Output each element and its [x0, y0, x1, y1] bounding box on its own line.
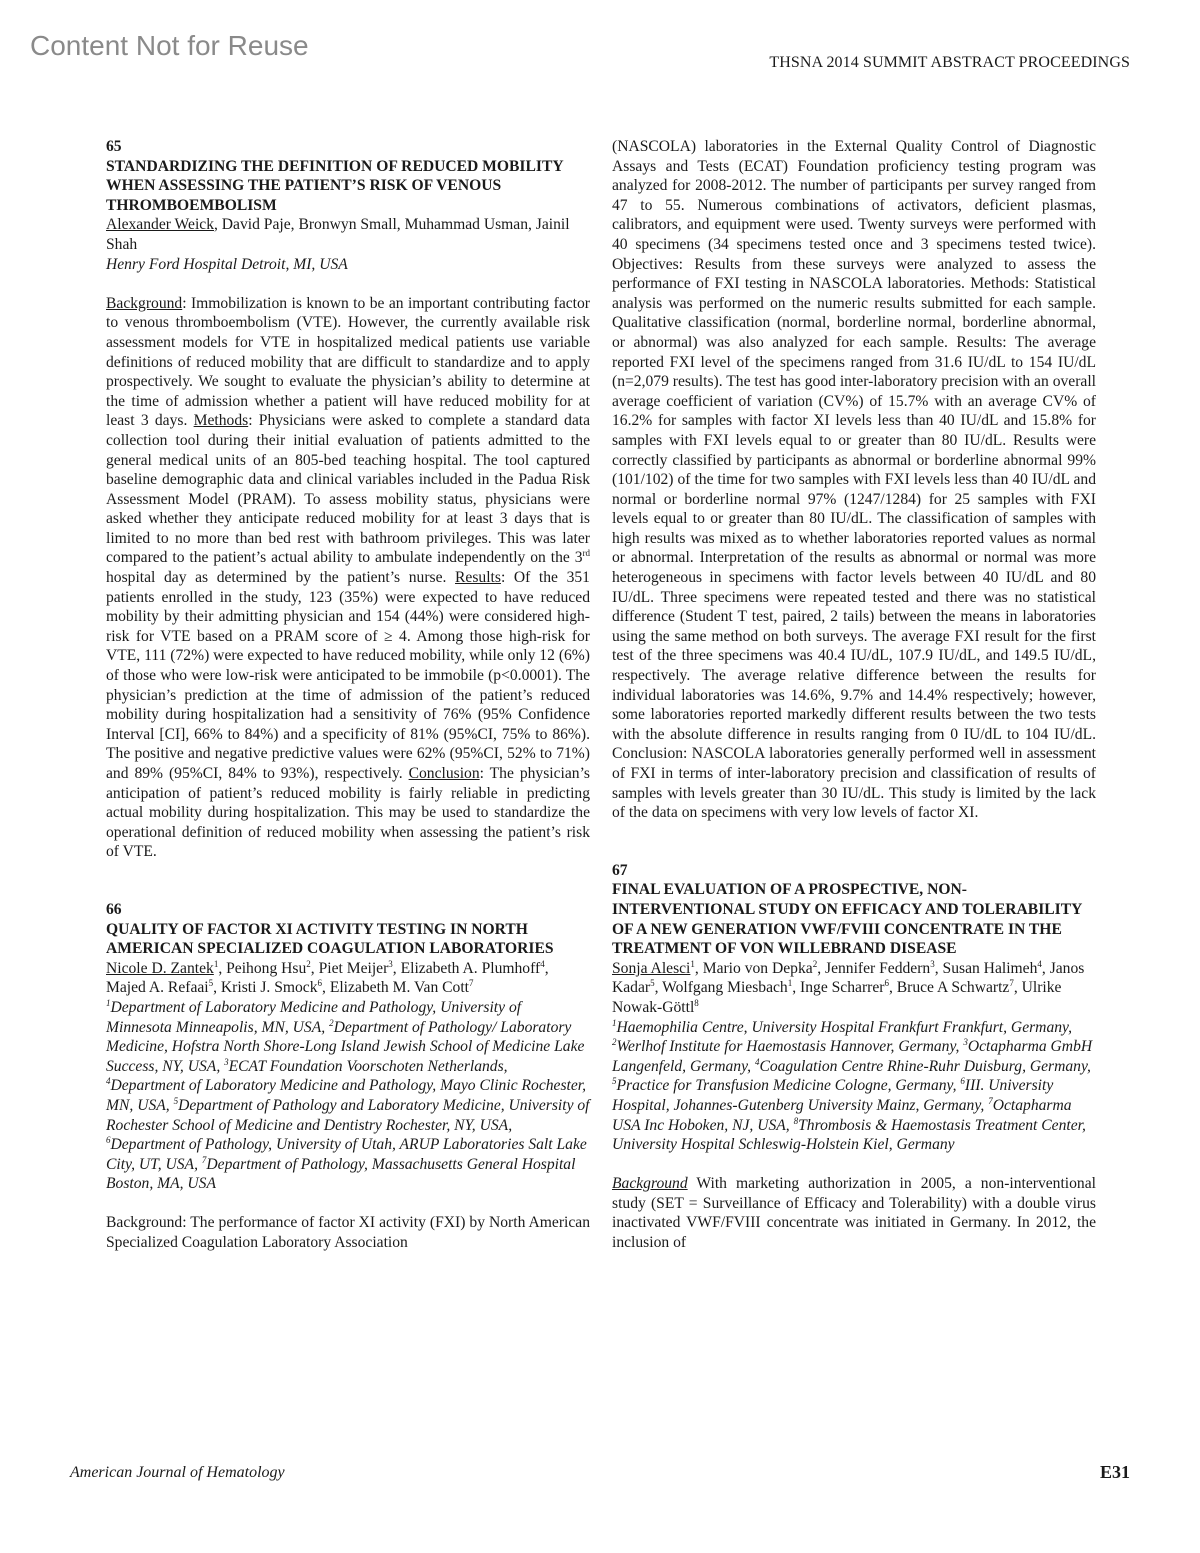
affil-text: ECAT Foundation Voorschoten Netherlands, — [228, 1057, 508, 1075]
background-text: With marketing authorization in 2005, a non-interventional study (SET = Surveillance of Efficacy and Tolerability) with a double virus inactivated VWF/FVIII concentrate was initiated in Germany. In 2012, the inclusion of — [612, 1175, 1096, 1252]
section-label-results: Results — [455, 569, 501, 587]
abstract-title: QUALITY OF FACTOR XI ACTIVITY TESTING IN NORTH AMERICAN SPECIALIZED COAGULATION LABORATORIES — [106, 920, 554, 958]
affil-text: Octapharma GmbH Langenfeld, Germany, — [612, 1038, 1093, 1075]
author-sup: 6 — [317, 978, 323, 989]
author-name: , Jennifer Feddern — [817, 959, 931, 977]
affil-sup: 1 — [612, 1017, 617, 1028]
author-name: , Elizabeth M. Van Cott — [322, 979, 469, 997]
affil-sup: 2 — [329, 1017, 334, 1028]
author-name: , Piet Meijer — [310, 959, 389, 977]
author-name: , Ulrike Nowak-Göttl — [612, 979, 1062, 1016]
abstract-number: 66 — [106, 900, 122, 918]
affil-sup: 6 — [960, 1076, 965, 1087]
affil-sup: 3 — [224, 1056, 229, 1067]
running-head: THSNA 2014 SUMMIT ABSTRACT PROCEEDINGS — [769, 54, 1130, 71]
section-label-methods: Methods — [193, 412, 249, 430]
author-name: , Bruce A Schwartz — [888, 979, 1010, 997]
affil-text: Coagulation Centre Rhine-Ruhr Duisburg, Germany, — [759, 1057, 1091, 1075]
affil-text: Werlhof Institute for Haemostasis Hannover, Germany, — [616, 1038, 964, 1056]
author-sup: 7 — [469, 978, 474, 989]
affil-text: Department of Laboratory Medicine and Pathology, University of Minnesota Minneapolis, MN, USA, — [106, 998, 522, 1036]
abstract-title: STANDARDIZING THE DEFINITION OF REDUCED MOBILITY WHEN ASSESSING THE PATIENT’S RISK OF VENOUS THROMBOEMBOLISM — [106, 157, 564, 214]
affil-sup: 7 — [988, 1095, 993, 1106]
abstract-65 — [106, 137, 590, 862]
abstract-number: 65 — [106, 138, 122, 155]
affil-text: III. University Hospital, Johannes-Gutenberg University Mainz, Germany, — [612, 1077, 1054, 1114]
section-label-conclusion: Conclusion — [408, 765, 480, 782]
methods-text: : Physicians were asked to complete a standard data collection tool during their initial evaluation of patients admitted to the general medical units of an 805-bed teaching hospital. The tool captured baseline demographic data and clinical variables included in the Padua Risk Assessment Model (PRAM). To assess mobility status, physicians were asked whether they anticipate reduced mobility for at least 3 days that is limited to no more than bed rest with bathroom privileges. This was later compared to the patient’s actual ability to ambulate independently on the 3 — [106, 412, 591, 567]
author-sup: 2 — [812, 958, 818, 969]
footer-journal-name: American Journal of Hematology — [70, 1464, 285, 1481]
presenting-author: Sonja Alesci — [612, 959, 691, 977]
author-name: , Susan Halimeh — [934, 959, 1038, 977]
author-name: , Janos Kadar — [612, 959, 1085, 997]
author-sup: 6 — [884, 978, 889, 989]
affil-sup: 1 — [106, 997, 111, 1008]
affil-text: Practice for Transfusion Medicine Cologne, Germany, — [616, 1077, 961, 1095]
co-authors: , David Paje, Bronwyn Small, Muhammad Usman, Jainil Shah — [106, 216, 570, 253]
author-sup: 3 — [930, 958, 935, 969]
conclusion-text: : The physician’s anticipation of patient’s reduced mobility is fairly reliable in predicting actual mobility during hospitalization. This may be used to standardize the operational definition of reduced mobility when assessing the patient’s risk of VTE. — [106, 765, 590, 861]
affil-sup: 6 — [106, 1134, 111, 1145]
author-name: , Mario von Depka — [694, 959, 813, 977]
author-name: , Majed A. Refaai — [106, 959, 549, 997]
author-name: , Inge Scharrer — [792, 979, 885, 997]
affil-sup: 3 — [963, 1036, 968, 1047]
affil-text: Department of Pathology, Massachusetts General Hospital Boston, MA, USA — [106, 1155, 576, 1193]
section-gap — [612, 823, 1096, 861]
author-sup: 2 — [306, 958, 311, 969]
watermark: Content Not for Reuse — [30, 30, 309, 61]
affil-sup: 8 — [793, 1115, 799, 1126]
section-label-background: Background — [106, 294, 183, 312]
author-sup: 3 — [388, 958, 393, 969]
left-column — [106, 137, 590, 1253]
abstract-body-start: Background: The performance of factor XI activity (FXI) by North American Specialized Coagulation Laboratory Association — [106, 1214, 590, 1252]
section-gap — [106, 862, 590, 900]
affil-text: Octapharma USA Inc Hoboken, NJ, USA, — [612, 1096, 1072, 1134]
affil-sup: 4 — [754, 1056, 760, 1067]
affil-text: Department of Pathology and Laboratory Medicine, University of Rochester School of Medicine and Dentistry Rochester, NY, USA, — [106, 1096, 590, 1134]
author-list — [106, 959, 590, 998]
affil-text: Department of Pathology, University of Utah, ARUP Laboratories Salt Lake City, UT, USA, — [106, 1136, 587, 1173]
abstract-66-continued — [612, 137, 1096, 823]
affil-sup: 5 — [612, 1076, 617, 1087]
affil-sup: 4 — [106, 1076, 111, 1087]
background-text: : Immobilization is known to be an important contributing factor to venous thromboembolism (VTE). However, the currently available risk assessment models for VTE in hospitalized medical patients use variable definitions of reduced mobility that are difficult to standardize and to apply prospectively. We sought to evaluate the physician’s ability to determine at the time of admission whether a patient will have reduced mobility for at least 3 days. — [106, 294, 590, 430]
author-sup: 5 — [650, 978, 655, 989]
section-label-background: Background — [612, 1175, 688, 1193]
abstract-number: 67 — [612, 861, 628, 879]
right-column — [612, 137, 1096, 1253]
affiliation-list — [612, 1018, 1096, 1155]
author-sup: 8 — [694, 997, 699, 1008]
abstract-67 — [612, 861, 1096, 1253]
author-name: , Wolfgang Miesbach — [654, 979, 788, 997]
affiliation-list — [106, 998, 590, 1194]
affil-sup: 7 — [201, 1154, 207, 1165]
author-sup: 7 — [1009, 978, 1014, 989]
author-sup: 4 — [540, 958, 545, 969]
abstract-body-continued: (NASCOLA) laboratories in the External Quality Control of Diagnostic Assays and Tests (ECAT) Foundation proficiency testing program was analyzed for 2008-2012. The number of participants per survey ranged from 47 to 55. Numerous combinations of activators, deficient plasmas, calibrators, and equipment were used. Twenty surveys were performed with 40 specimens (34 specimens tested once and 3 specimens tested twice). Objectives: Results from these surveys were analyzed to assess the performance of FXI testing in NASCOLA laboratories. Methods: Statistical analysis was performed on the numeric results submitted for each sample. Qualitative classification (normal, borderline normal, borderline abnormal, or abnormal) was also analyzed for each sample. Results: The average reported FXI level of the specimens ranged from 31.6 IU/dL to 154 IU/dL (n=2,079 results). The test has good inter-laboratory precision with an overall average coefficient of variation (CV%) of 15.7% with an average CV% of 16.2% for samples with factor XI levels less than 40 IU/dL and 15.8% for samples with FXI levels equal to or greater than 80 IU/dL. Results were correctly classified by participants as abnormal or borderline abnormal 99% (101/102) of the time for two samples with FXI levels less than 40 IU/dL and normal or borderline normal 97% (1247/1284) for 25 samples with FXI levels equal to or greater than 80 IU/dL. The classification of samples with high results was mixed as to whether laboratories reported values as normal or abnormal. Interpretation of the results as abnormal or normal was more heterogeneous in specimens with factor levels between 40 IU/dL and 80 IU/dL. Three specimens were repeated tested and there was no statistical difference (Student T test, paired, 2 tails) between the means in laboratories using the same method on both surveys. The average FXI result for the first test of the three specimens was 40.4 IU/dL, 107.9 IU/dL, and 149.5 IU/dL, respectively. The average relative difference between the results for individual laboratories was 14.6%, 9.7% and 14.4% respectively; however, some laboratories reported markedly different results between the two tests with the absolute difference in results ranging from 0 IU/dL to 104 IU/dL. Conclusion: NASCOLA laboratories generally performed well in assessment of FXI in terms of inter-laboratory precision and classification of results of samples with levels greater than 30 IU/dL. This study is limited by the lack of the data on specimens with very low levels of factor XI. — [612, 138, 1096, 822]
author-name: , Kristi J. Smock — [213, 979, 318, 997]
abstract-title: FINAL EVALUATION OF A PROSPECTIVE, NON-INTERVENTIONAL STUDY ON EFFICACY AND TOLERABILITY OF A NEW GENERATION VWF/FVIII CONCENTRATE IN THE TREATMENT OF VON WILLEBRAND DISEASE — [612, 881, 1082, 958]
affil-text: Thrombosis & Haemostasis Treatment Center, University Hospital Schleswig-Holstein Kiel, Germany — [612, 1116, 1086, 1154]
affil-sup: 5 — [173, 1095, 179, 1106]
page-number: E31 — [1099, 1462, 1130, 1482]
results-text: : Of the 351 patients enrolled in the study, 123 (35%) were expected to have reduced mobility by their admitting physician and 154 (44%) were considered high-risk for VTE based on a PRAM score of ≥ 4. Among those high-risk for VTE, 111 (72%) were expected to have reduced mobility, while only 12 (6%) of those who were low-risk were anticipated to be immobile (p<0.0001). The physician’s prediction at the time of admission of the patient’s reduced mobility during hospitalization had a sensitivity of 76% (95% Confidence Interval [CI], 66% to 84%) and a specificity of 81% (95%CI, 75% to 86%). The positive and negative predictive values were 62% (95%CI, 52% to 71%) and 89% (95%CI, 84% to 93%), respectively. — [106, 569, 590, 782]
author-sup: 1 — [787, 978, 793, 989]
affil-text: Haemophilia Centre, University Hospital Frankfurt Frankfurt, Germany, — [616, 1018, 1072, 1036]
author-list — [612, 959, 1096, 1018]
abstract-body — [106, 294, 590, 862]
author-list — [106, 215, 590, 254]
author-name: , Elizabeth A. Plumhoff — [392, 959, 541, 977]
author-sup: 4 — [1037, 958, 1042, 969]
presenting-author: Nicole D. Zantek — [106, 959, 214, 977]
affil-text: Department of Laboratory Medicine and Pathology, Mayo Clinic Rochester, MN, USA, — [106, 1077, 587, 1114]
presenting-author: Alexander Weick — [106, 216, 214, 234]
author-sup: 1 — [213, 958, 219, 969]
abstract-66 — [106, 900, 590, 1253]
author-sup: 1 — [690, 958, 695, 969]
author-sup: 5 — [208, 978, 214, 989]
ordinal-suffix: rd — [582, 548, 590, 559]
affiliation: Henry Ford Hospital Detroit, MI, USA — [106, 255, 348, 273]
abstract-body — [612, 1174, 1096, 1252]
author-name: , Peihong Hsu — [218, 959, 307, 977]
affil-sup: 2 — [612, 1036, 617, 1047]
affil-text: Department of Pathology/ Laboratory Medicine, Hofstra North Shore-Long Island Jewish School of Medicine Lake Success, NY, USA, — [106, 1018, 585, 1075]
methods-text-cont: hospital day as determined by the patient’s nurse. — [106, 569, 456, 587]
